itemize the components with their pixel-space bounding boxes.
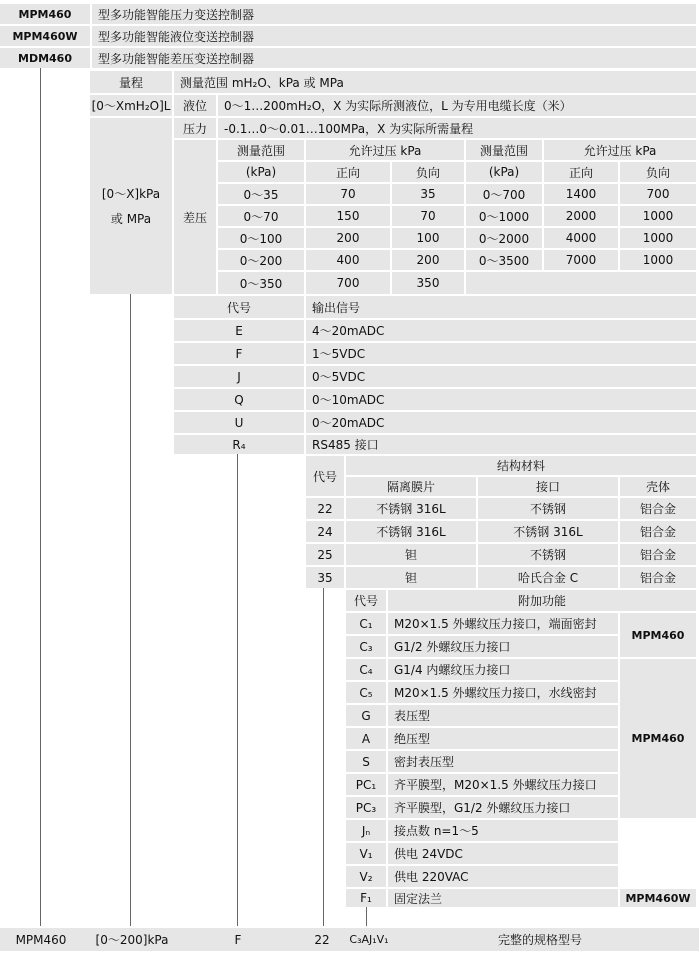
extra-code: V₁ xyxy=(346,843,386,864)
extra-note-mpm460-a: MPM460 xyxy=(620,613,696,657)
material-h-diaphragm: 隔离膜片 xyxy=(346,477,476,496)
material-h-shell: 壳体 xyxy=(620,477,696,496)
output-code: Q xyxy=(174,389,304,410)
output-code: U xyxy=(174,412,304,433)
output-signal: 0～5VDC xyxy=(306,366,696,387)
material-port: 不锈钢 316L xyxy=(478,521,618,542)
range-kpa-code xyxy=(90,118,172,294)
example-model: MPM460 xyxy=(15,932,67,947)
diff-h-neg-left: 负向 xyxy=(392,162,464,182)
output-signal: 0～20mADC xyxy=(306,412,696,433)
range-pressure-label: 压力 xyxy=(174,118,216,138)
diff-h-pos-left: 正向 xyxy=(306,162,390,182)
range-liquid-desc: 0～1…200mH₂O，X 为实际所测液位，L 为专用电缆长度（米） xyxy=(218,95,696,116)
extra-code: C₁ xyxy=(346,613,386,634)
range-diff-label: 差压 xyxy=(174,140,216,294)
extra-func: 表压型 xyxy=(388,705,618,726)
diff-h-neg-right: 负向 xyxy=(620,162,696,182)
diff-row-right-pos: 4000 xyxy=(544,228,618,248)
extra-func: 供电 24VDC xyxy=(388,843,618,864)
diff-row-left-pos: 400 xyxy=(306,250,390,270)
model-desc-mpm460: 型多功能智能压力变送控制器 xyxy=(92,4,696,24)
diff-row-left-pos: 70 xyxy=(306,184,390,204)
extra-func: M20×1.5 外螺纹压力接口，端面密封 xyxy=(388,613,618,634)
connector-line-model xyxy=(40,68,41,926)
model-desc-mpm460w: 型多功能智能液位变送控制器 xyxy=(92,26,696,46)
material-diaphragm: 钽 xyxy=(346,567,476,588)
output-signal: 0～10mADC xyxy=(306,389,696,410)
output-code: E xyxy=(174,320,304,341)
output-signal: RS485 接口 xyxy=(306,435,696,454)
extra-code: C₅ xyxy=(346,682,386,703)
range-liquid-label: 液位 xyxy=(174,95,216,116)
range-header-label: 量程 xyxy=(90,71,172,93)
output-signal: 4～20mADC xyxy=(306,320,696,341)
extra-func: 接点数 n=1～5 xyxy=(388,820,618,841)
diff-row-left-pos: 700 xyxy=(306,272,390,294)
diff-row-right-neg: 1000 xyxy=(620,228,696,248)
diff-row-left-range: 0～200 xyxy=(218,250,304,270)
output-h-signal: 输出信号 xyxy=(306,296,696,318)
diff-h-range-left: 测量范围 xyxy=(218,140,304,160)
diff-h-over-left: 允许过压 kPa xyxy=(306,140,464,160)
connector-line-material xyxy=(323,588,324,926)
diff-row-right-neg: 700 xyxy=(620,184,696,204)
output-code: J xyxy=(174,366,304,387)
diff-row-left-neg: 35 xyxy=(392,184,464,204)
material-code: 35 xyxy=(306,567,344,588)
extra-code: G xyxy=(346,705,386,726)
diff-row-right-range: 0～3500 xyxy=(466,250,542,270)
extra-code: A xyxy=(346,728,386,749)
example-output: F xyxy=(234,932,242,947)
extra-func: 密封表压型 xyxy=(388,751,618,772)
model-code-mdm460: MDM460 xyxy=(0,48,90,68)
material-diaphragm: 钽 xyxy=(346,544,476,565)
diff-row-left-neg: 70 xyxy=(392,206,464,226)
connector-line-range xyxy=(130,294,131,926)
extra-code: PC₃ xyxy=(346,797,386,818)
material-h-code: 代号 xyxy=(306,456,344,496)
material-port: 不锈钢 xyxy=(478,544,618,565)
diff-row-left-neg: 200 xyxy=(392,250,464,270)
material-shell: 铝合金 xyxy=(620,567,696,588)
diff-h-pos-right: 正向 xyxy=(544,162,618,182)
diff-row-right-neg: 1000 xyxy=(620,250,696,270)
diff-h-range-right: 测量范围 xyxy=(466,140,542,160)
diff-row-left-range: 0～100 xyxy=(218,228,304,248)
example-range: [0～200]kPa xyxy=(95,933,169,947)
material-code: 25 xyxy=(306,544,344,565)
extra-code: Jₙ xyxy=(346,820,386,841)
extra-func: G1/4 内螺纹压力接口 xyxy=(388,659,618,680)
material-shell: 铝合金 xyxy=(620,544,696,565)
extra-func: 齐平膜型，G1/2 外螺纹压力接口 xyxy=(388,797,618,818)
extra-func: 齐平膜型，M20×1.5 外螺纹压力接口 xyxy=(388,774,618,795)
diff-h-over-right: 允许过压 kPa xyxy=(544,140,696,160)
extra-code: PC₁ xyxy=(346,774,386,795)
diff-row-left-neg: 100 xyxy=(392,228,464,248)
extra-func: 固定法兰 xyxy=(388,889,618,907)
output-code: F xyxy=(174,343,304,364)
example-extra: C₃AJ₁V₁ xyxy=(349,933,389,946)
extra-func: 绝压型 xyxy=(388,728,618,749)
range-header-desc: 测量范围 mH₂O、kPa 或 MPa xyxy=(174,71,696,93)
extra-h-func: 附加功能 xyxy=(388,590,696,611)
model-code-mpm460w: MPM460W xyxy=(0,26,90,46)
material-code: 22 xyxy=(306,498,344,519)
extra-func: G1/2 外螺纹压力接口 xyxy=(388,636,618,657)
material-h-title: 结构材料 xyxy=(346,456,696,475)
diff-row-right-range: 0～700 xyxy=(466,184,542,204)
range-kpa-code-line1: [0～X]kPa xyxy=(101,187,161,201)
extra-code: V₂ xyxy=(346,866,386,887)
diff-h-kpa-right: (kPa) xyxy=(466,162,542,182)
material-h-port: 接口 xyxy=(478,477,618,496)
extra-func: 供电 220VAC xyxy=(388,866,618,887)
output-code: R₄ xyxy=(174,435,304,454)
diff-row-right-range: 0～1000 xyxy=(466,206,542,226)
connector-line-extra xyxy=(366,907,367,926)
material-diaphragm: 不锈钢 316L xyxy=(346,521,476,542)
diff-row-right-range: 0～2000 xyxy=(466,228,542,248)
extra-func: M20×1.5 外螺纹压力接口，水线密封 xyxy=(388,682,618,703)
material-shell: 铝合金 xyxy=(620,521,696,542)
diff-row-left-neg: 350 xyxy=(392,272,464,294)
material-code: 24 xyxy=(306,521,344,542)
material-port: 不锈钢 xyxy=(478,498,618,519)
material-diaphragm: 不锈钢 316L xyxy=(346,498,476,519)
example-caption: 完整的规格型号 xyxy=(497,933,582,947)
example-material: 22 xyxy=(314,932,330,947)
extra-code: C₃ xyxy=(346,636,386,657)
diff-row-left-range: 0～35 xyxy=(218,184,304,204)
diff-row-right-empty xyxy=(466,272,696,294)
material-port: 哈氏合金 C xyxy=(478,567,618,588)
material-shell: 铝合金 xyxy=(620,498,696,519)
diff-row-right-pos: 2000 xyxy=(544,206,618,226)
extra-code: F₁ xyxy=(346,889,386,907)
diff-row-left-pos: 200 xyxy=(306,228,390,248)
range-pressure-desc: -0.1…0～0.01…100MPa，X 为实际所需量程 xyxy=(218,118,696,138)
extra-code: C₄ xyxy=(346,659,386,680)
diff-row-left-range: 0～70 xyxy=(218,206,304,226)
extra-code: S xyxy=(346,751,386,772)
extra-h-code: 代号 xyxy=(346,590,386,611)
diff-row-right-neg: 1000 xyxy=(620,206,696,226)
model-desc-mdm460: 型多功能智能差压变送控制器 xyxy=(92,48,696,68)
diff-h-kpa-left: (kPa) xyxy=(218,162,304,182)
diff-row-left-range: 0～350 xyxy=(218,272,304,294)
diff-row-right-pos: 1400 xyxy=(544,184,618,204)
extra-note-mpm460-b: MPM460 xyxy=(620,659,696,818)
diff-row-left-pos: 150 xyxy=(306,206,390,226)
output-signal: 1～5VDC xyxy=(306,343,696,364)
connector-line-output xyxy=(237,454,238,926)
extra-note-mpm460w: MPM460W xyxy=(620,889,696,907)
diff-row-right-pos: 7000 xyxy=(544,250,618,270)
output-h-code: 代号 xyxy=(174,296,304,318)
model-code-mpm460: MPM460 xyxy=(0,4,90,24)
range-kpa-code-line2: 或 MPa xyxy=(110,212,152,226)
range-liquid-code: [0～XmH₂O]L xyxy=(90,95,172,116)
